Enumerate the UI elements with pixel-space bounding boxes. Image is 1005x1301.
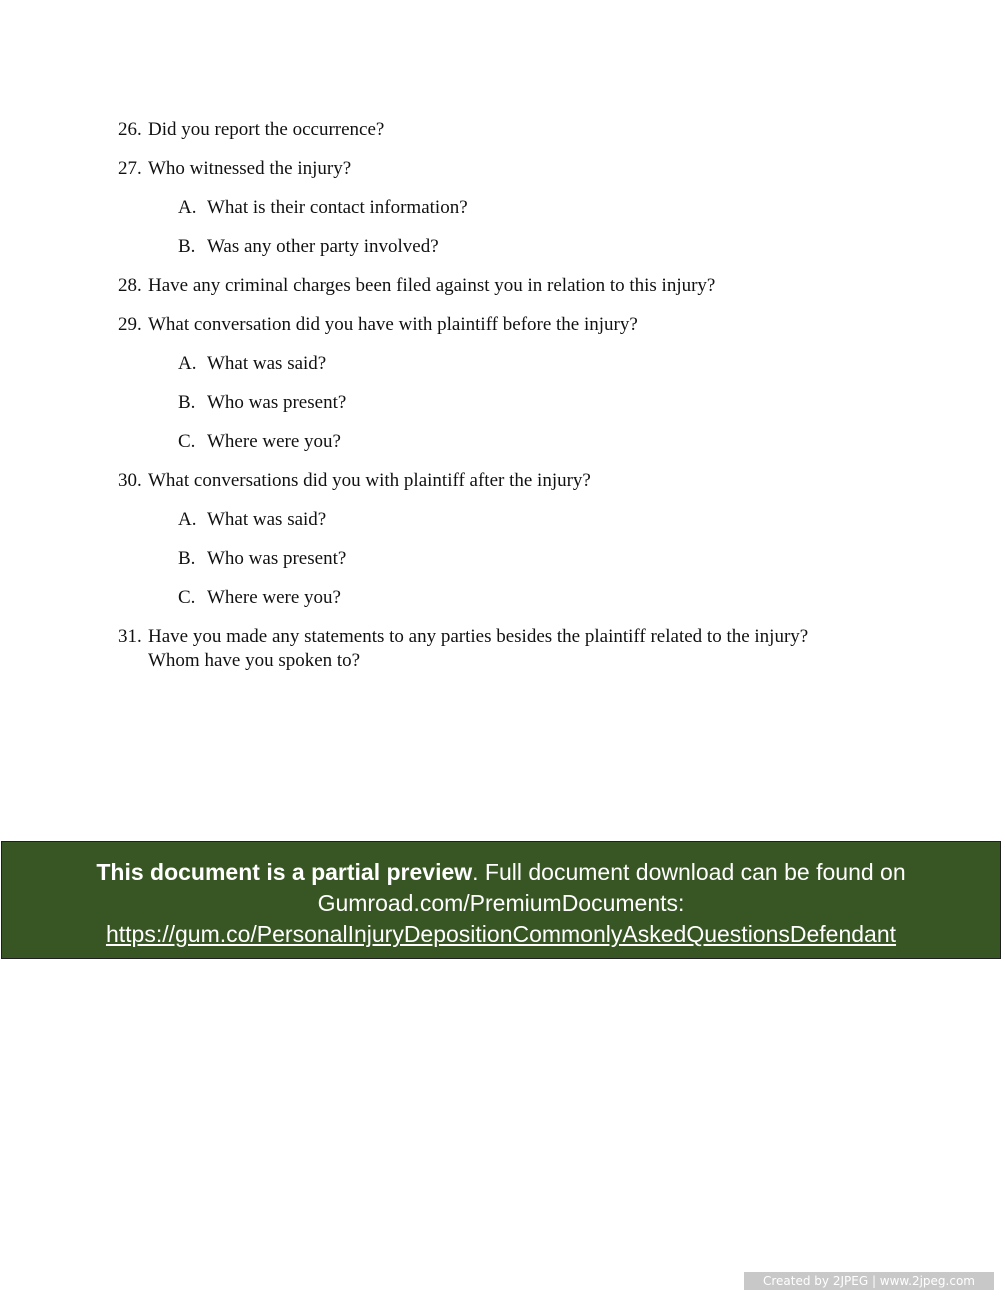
preview-banner xyxy=(1,841,1001,959)
banner-line-3 xyxy=(2,919,1000,950)
sub-question-27a xyxy=(178,196,468,219)
question-number: 26. xyxy=(118,119,142,140)
question-26 xyxy=(118,118,384,141)
question-text: Have you made any statements to any parties besides the plaintiff related to the injury? xyxy=(148,626,809,647)
sub-letter: C. xyxy=(178,431,196,452)
banner-line-1 xyxy=(2,857,1000,888)
sub-question-30a xyxy=(178,508,326,531)
question-number: 28. xyxy=(118,275,142,296)
question-number: 29. xyxy=(118,314,142,335)
question-number: 31. xyxy=(118,626,142,647)
sub-question-29b xyxy=(178,391,346,414)
sub-text: Who was present? xyxy=(207,392,347,413)
watermark: Created by 2JPEG | www.2jpeg.com xyxy=(744,1272,994,1290)
sub-letter: B. xyxy=(178,392,196,413)
question-31-continuation xyxy=(148,649,360,672)
question-number: 27. xyxy=(118,158,142,179)
question-text: Did you report the occurrence? xyxy=(148,119,385,140)
sub-text: Where were you? xyxy=(207,431,341,452)
sub-text: Was any other party involved? xyxy=(207,236,439,257)
banner-text: . Full document download can be found on xyxy=(472,859,906,885)
question-31 xyxy=(118,625,808,648)
sub-text: What was said? xyxy=(207,509,327,530)
sub-text: What is their contact information? xyxy=(207,197,468,218)
sub-letter: C. xyxy=(178,587,196,608)
question-27 xyxy=(118,157,351,180)
sub-letter: B. xyxy=(178,548,196,569)
sub-question-30b xyxy=(178,547,346,570)
question-text: Have any criminal charges been filed against you in relation to this injury? xyxy=(148,275,716,296)
banner-line-2: Gumroad.com/PremiumDocuments: xyxy=(317,890,685,916)
question-30 xyxy=(118,469,591,492)
sub-text: Who was present? xyxy=(207,548,347,569)
sub-letter: A. xyxy=(178,197,197,218)
banner-bold-text: This document is a partial preview xyxy=(96,859,473,885)
sub-question-27b xyxy=(178,235,439,258)
sub-question-29c xyxy=(178,430,341,453)
question-text: What conversations did you with plaintiff after the injury? xyxy=(148,470,591,491)
sub-letter: A. xyxy=(178,509,197,530)
sub-text: What was said? xyxy=(207,353,327,374)
sub-letter: A. xyxy=(178,353,197,374)
sub-letter: B. xyxy=(178,236,196,257)
question-text: Whom have you spoken to? xyxy=(148,650,361,671)
download-link[interactable]: https://gum.co/PersonalInjuryDepositionCommonlyAskedQuestionsDefendant xyxy=(105,921,897,947)
sub-question-29a xyxy=(178,352,326,375)
question-28 xyxy=(118,274,715,297)
question-text: Who witnessed the injury? xyxy=(148,158,352,179)
question-text: What conversation did you have with plaintiff before the injury? xyxy=(148,314,638,335)
sub-text: Where were you? xyxy=(207,587,341,608)
question-29 xyxy=(118,313,638,336)
question-number: 30. xyxy=(118,470,142,491)
sub-question-30c xyxy=(178,586,341,609)
